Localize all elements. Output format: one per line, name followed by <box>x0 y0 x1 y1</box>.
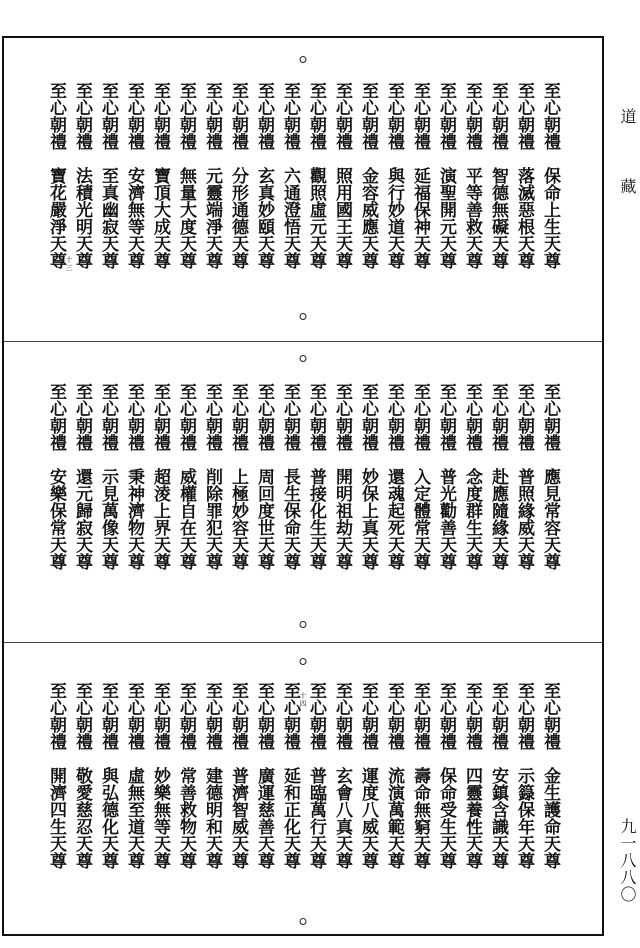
scripture-column: 至心朝禮 超淩上界天尊 <box>150 383 170 570</box>
scripture-column: 至心朝禮 廣運慈善天尊 <box>254 682 274 869</box>
scripture-column: 至心朝禮 觀照虛元天尊 <box>306 82 326 269</box>
scripture-column: 至心朝禮 與行妙道天尊 <box>384 82 404 269</box>
scripture-column: 至心朝禮 建德明和天尊 <box>202 682 222 869</box>
collection-title-bottom: 藏 <box>618 178 637 194</box>
binding-ring-icon <box>300 56 307 63</box>
scripture-column: 至心朝禮 流演萬範天尊 <box>384 682 404 869</box>
scripture-column: 至心朝禮 長生保命天尊 <box>280 383 300 570</box>
scripture-column: 至心朝禮 還元歸寂天尊 <box>72 383 92 570</box>
scripture-column: 至心朝禮 保命上生天尊 <box>540 82 560 269</box>
binding-ring-icon <box>300 355 307 362</box>
scripture-column: 至心朝禮 示籙保年天尊 <box>514 682 534 869</box>
scripture-column: 至心朝禮 寶頂大成天尊 <box>150 82 170 269</box>
scripture-column: 至心朝禮 還魂起死天尊 <box>384 383 404 570</box>
scripture-column: 至心朝禮 分形通德天尊 <box>228 82 248 269</box>
collection-title-top: 道 <box>618 108 637 124</box>
binding-ring-icon <box>300 658 307 665</box>
scripture-column: 至心朝禮 普濟智威天尊 <box>228 682 248 869</box>
scripture-column: 至心朝禮 壽命無窮天尊 <box>410 682 430 869</box>
scripture-column: 至心朝禮 平等善救天尊 <box>462 82 482 269</box>
cell-number: 十三 <box>65 256 73 272</box>
scripture-column: 至心朝禮 妙樂無等天尊 <box>150 682 170 869</box>
scripture-column: 至心朝禮 威權自在天尊 <box>176 383 196 570</box>
scripture-column: 至心朝禮 念度群生天尊 <box>462 383 482 570</box>
scripture-column: 至心朝禮 與弘德化天尊 <box>98 682 118 869</box>
scripture-column: 至心朝禮 元靈端淨天尊 <box>202 82 222 269</box>
scripture-column: 至心朝禮 秉神濟物天尊 <box>124 383 144 570</box>
scripture-column: 至心朝禮 演聖開元天尊 <box>436 82 456 269</box>
scripture-column: 至心朝禮 常善救物天尊 <box>176 682 196 869</box>
scripture-column: 至心朝禮 無量大度天尊 <box>176 82 196 269</box>
page-number: 九一八八〇 <box>618 818 637 903</box>
register-middle <box>4 341 602 642</box>
scripture-column: 至心朝禮 上極妙容天尊 <box>228 383 248 570</box>
binding-ring-icon <box>300 313 307 320</box>
scripture-column: 至心朝禮 金生護命天尊 <box>540 682 560 869</box>
scripture-column: 至心朝禮 安鎮含識天尊 <box>488 682 508 869</box>
register-lower <box>4 642 602 934</box>
scripture-column: 至心朝禮 安濟無等天尊 <box>124 82 144 269</box>
scripture-column: 至心朝禮 玄會八真天尊 <box>332 682 352 869</box>
scripture-column: 至心朝禮 落滅惡根天尊 <box>514 82 534 269</box>
binding-ring-icon <box>300 918 307 925</box>
scripture-column: 至心朝禮 周回度世天尊 <box>254 383 274 570</box>
register-upper <box>4 38 602 341</box>
scripture-column: 至心朝禮 延和正化天尊 <box>280 682 300 869</box>
binding-ring-icon <box>300 621 307 628</box>
scripture-column: 至心朝禮 敬愛慈忍天尊 <box>72 682 92 869</box>
scripture-column: 至心朝禮 普接化生天尊 <box>306 383 326 570</box>
scripture-column: 至心朝禮 開濟四生天尊 <box>46 682 66 869</box>
scripture-page-frame <box>2 36 604 936</box>
cell-number: 十四 <box>299 692 307 708</box>
scripture-column: 至心朝禮 普臨萬行天尊 <box>306 682 326 869</box>
scripture-column: 至心朝禮 運度八威天尊 <box>358 682 378 869</box>
scripture-column: 至心朝禮 四靈養性天尊 <box>462 682 482 869</box>
scripture-column: 至心朝禮 赴應隨緣天尊 <box>488 383 508 570</box>
scripture-column: 至心朝禮 安樂保常天尊 <box>46 383 66 570</box>
scripture-column: 至心朝禮 法積光明天尊 <box>72 82 92 269</box>
scripture-column: 至心朝禮 示見萬像天尊 <box>98 383 118 570</box>
scripture-column: 至心朝禮 削除罪犯天尊 <box>202 383 222 570</box>
scripture-column: 至心朝禮 延福保神天尊 <box>410 82 430 269</box>
scripture-column: 至心朝禮 保命受生天尊 <box>436 682 456 869</box>
scripture-column: 至心朝禮 寶花嚴淨天尊 <box>46 82 66 269</box>
scripture-column: 至心朝禮 妙保上真天尊 <box>358 383 378 570</box>
scripture-column: 至心朝禮 普光勸善天尊 <box>436 383 456 570</box>
scripture-column: 至心朝禮 應見常容天尊 <box>540 383 560 570</box>
scripture-column: 至心朝禮 智德無礙天尊 <box>488 82 508 269</box>
scripture-column: 至心朝禮 至真幽寂天尊 <box>98 82 118 269</box>
scripture-column: 至心朝禮 開明祖劫天尊 <box>332 383 352 570</box>
scripture-column: 至心朝禮 普照緣威天尊 <box>514 383 534 570</box>
scripture-column: 至心朝禮 照用國王天尊 <box>332 82 352 269</box>
scripture-column: 至心朝禮 玄真妙頤天尊 <box>254 82 274 269</box>
scripture-column: 至心朝禮 金容威應天尊 <box>358 82 378 269</box>
scripture-column: 至心朝禮 入定體常天尊 <box>410 383 430 570</box>
scripture-column: 至心朝禮 虛無至道天尊 <box>124 682 144 869</box>
scripture-column: 至心朝禮 六通澄悟天尊 <box>280 82 300 269</box>
